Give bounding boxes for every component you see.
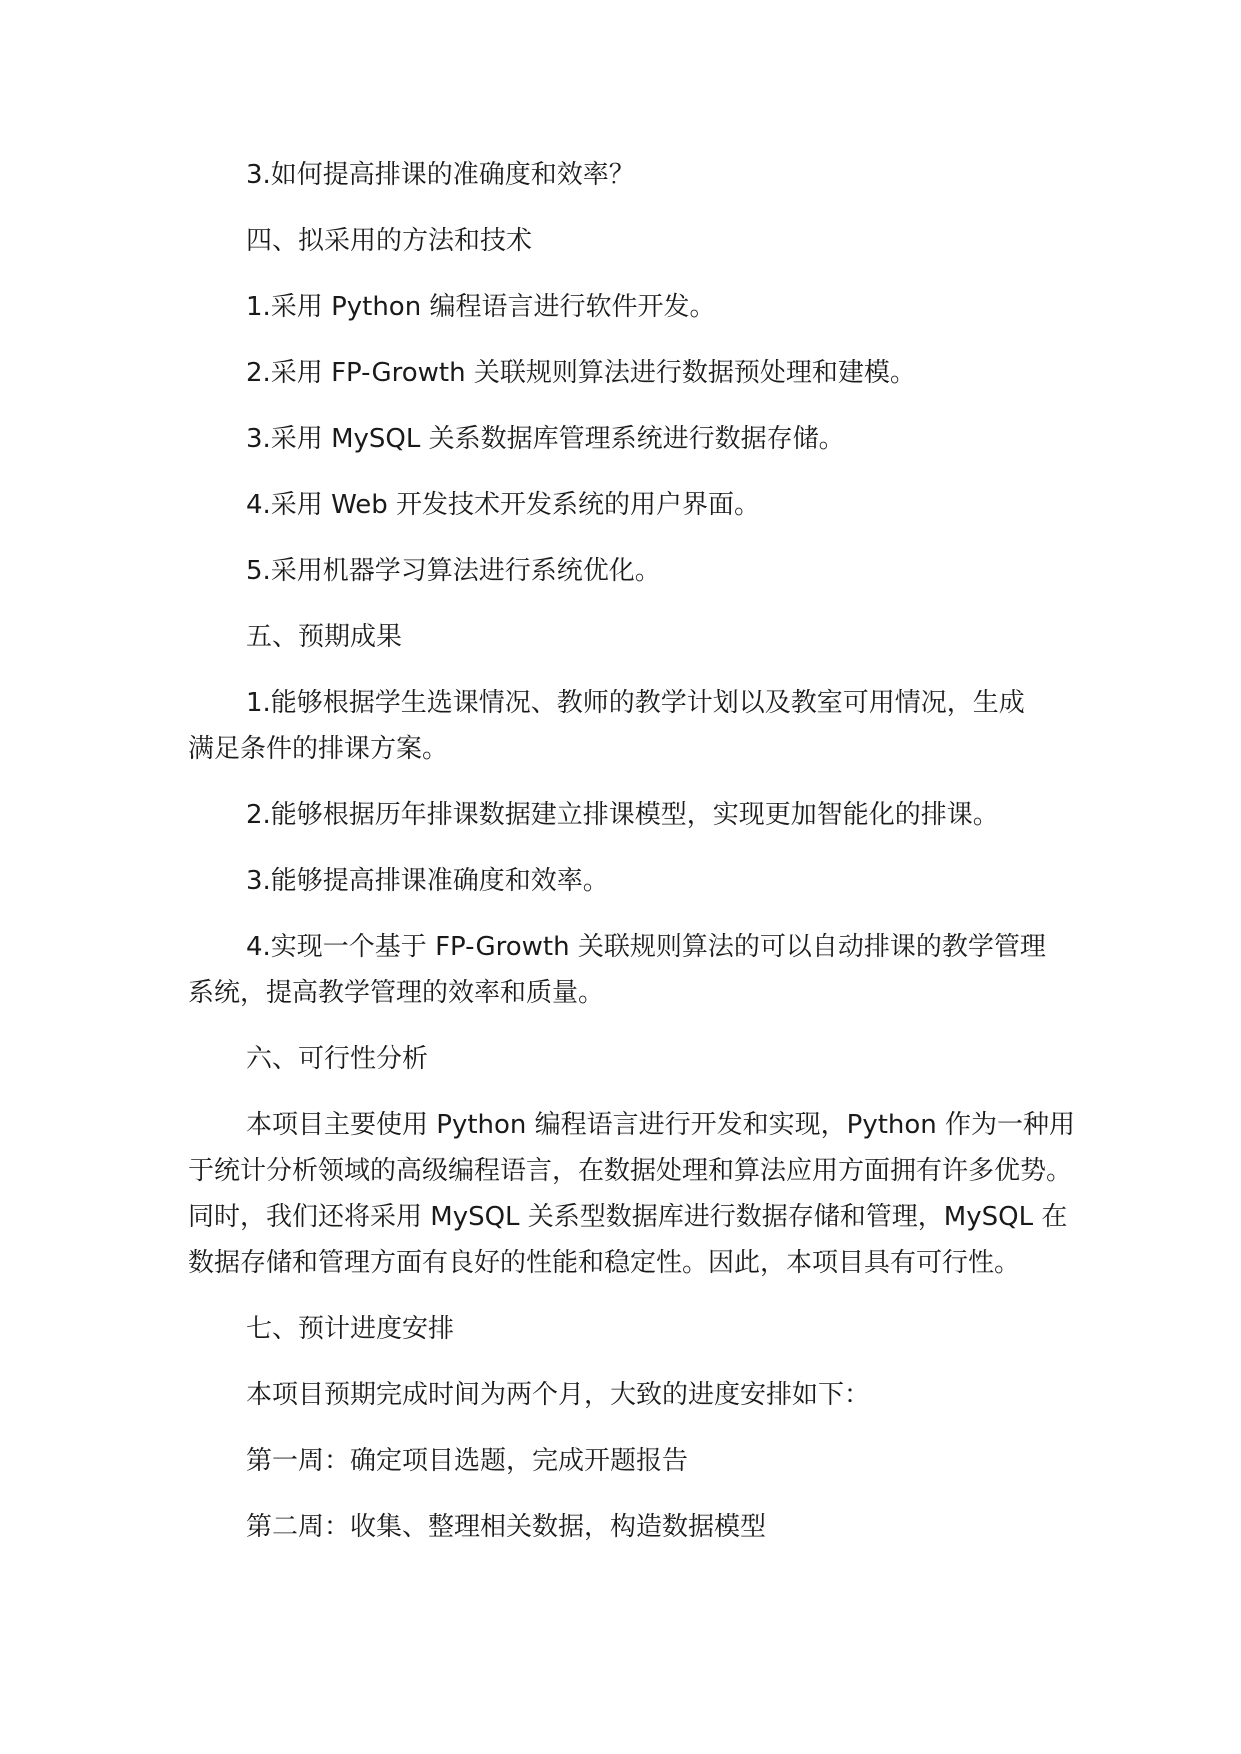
document-body [188, 152, 1088, 1570]
paragraph-result-1: 1.能够根据学生选课情况、教师的教学计划以及教室可用情况，生成满足条件的排课方案。 [188, 688, 1025, 764]
paragraph-method-4: 4.采用 Web 开发技术开发系统的用户界面。 [246, 490, 761, 520]
section-heading-expected-results: 五、预期成果 [246, 622, 403, 652]
paragraph-method-3: 3.采用 MySQL 关系数据库管理系统进行数据存储。 [246, 424, 845, 454]
paragraph-method-1: 1.采用 Python 编程语言进行软件开发。 [246, 292, 716, 322]
paragraph-method-2: 2.采用 FP-Growth 关联规则算法进行数据预处理和建模。 [246, 358, 916, 388]
paragraph-schedule-week-1: 第一周：确定项目选题，完成开题报告 [246, 1446, 689, 1476]
paragraph-result-4: 4.实现一个基于 FP-Growth 关联规则算法的可以自动排课的教学管理系统，提高教学管理的效率和质量。 [188, 932, 1046, 1008]
paragraph-schedule-week-2: 第二周：收集、整理相关数据，构造数据模型 [246, 1512, 767, 1542]
section-heading-schedule: 七、预计进度安排 [246, 1314, 455, 1344]
paragraph-method-5: 5.采用机器学习算法进行系统优化。 [246, 556, 661, 586]
section-heading-feasibility: 六、可行性分析 [246, 1044, 429, 1074]
paragraph-result-2: 2.能够根据历年排课数据建立排课模型，实现更加智能化的排课。 [246, 800, 999, 830]
section-heading-methods: 四、拟采用的方法和技术 [246, 226, 533, 256]
paragraph-feasibility: 本项目主要使用 Python 编程语言进行开发和实现，Python 作为一种用于统计分析领域的高级编程语言，在数据处理和算法应用方面拥有许多优势。同时，我们还将采用 MySQL 关系型数据库进行数据存储和管理，MySQL 在数据存储和管理方面有良好的性能和稳定性。因此，本项目具有可行性。 [188, 1110, 1076, 1278]
paragraph-schedule-intro: 本项目预期完成时间为两个月，大致的进度安排如下： [246, 1380, 871, 1410]
paragraph-result-3: 3.能够提高排课准确度和效率。 [246, 866, 609, 896]
paragraph-research-question-3: 3.如何提高排课的准确度和效率？ [246, 160, 635, 190]
